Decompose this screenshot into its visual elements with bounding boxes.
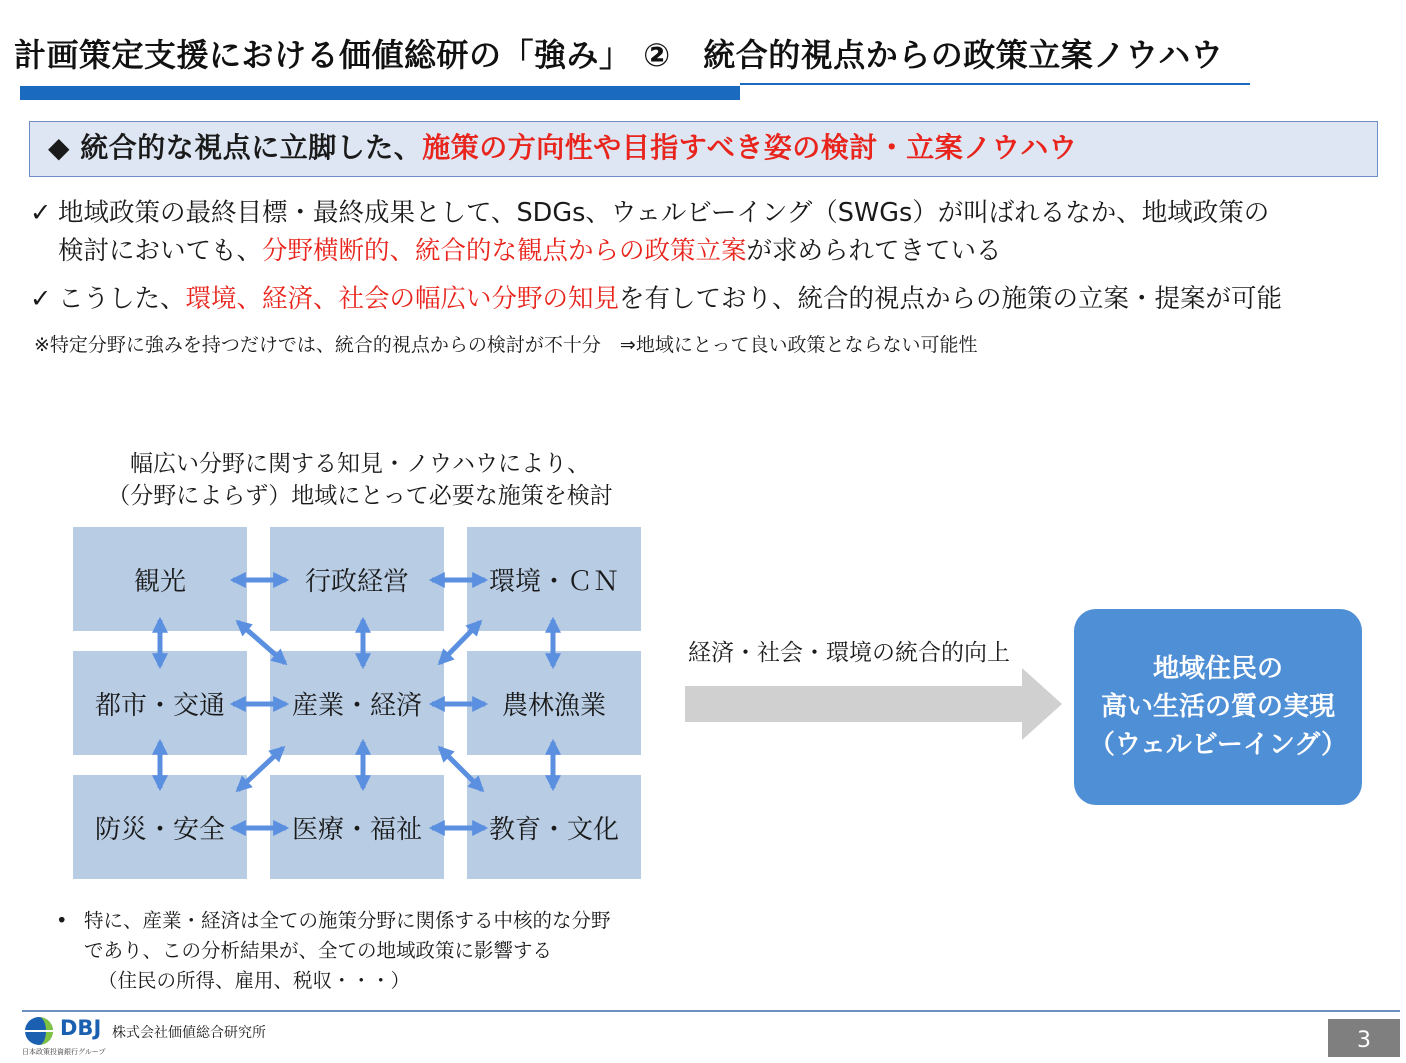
bullet-2-text-1: こうした、 [58, 284, 186, 314]
flow-label: 経済・社会・環境の統合的向上 [688, 640, 1010, 666]
core-note-line-1: 特に、産業・経済は全ての施策分野に関係する中核的な分野 [84, 909, 611, 932]
headline-emphasis: 施策の方向性や目指すべき姿の検討・立案ノウハウ [422, 131, 1078, 164]
bullet-2-text-2: を有しており、統合的視点からの施策の立案・提案が可能 [619, 284, 1283, 314]
result-line-2: 高い生活の質の実現 [1100, 692, 1335, 722]
headline-prefix: ◆ 統合的な視点に立脚した、 [48, 131, 423, 164]
core-note-line-3: （住民の所得、雇用、税収・・・） [98, 969, 411, 992]
bullet-dot: • [56, 909, 68, 932]
cell-urban-transport: 都市・交通 [73, 651, 247, 755]
arrow-d-2 [440, 622, 480, 663]
cell-disaster-safety: 防災・安全 [73, 775, 247, 879]
core-note-line-2: であり、この分析結果が、全ての地域政策に影響する [84, 939, 553, 962]
diagram-caption-2: （分野によらず）地域にとって必要な施策を検討 [107, 483, 613, 509]
note-text: ※特定分野に強みを持つだけでは、統合的視点からの検討が不十分 ⇒地域にとって良い政策とならない可能性 [34, 334, 978, 356]
logo-text: DBJ [60, 1016, 102, 1040]
result-line-1: 地域住民の [1152, 654, 1283, 684]
dbj-logo-icon [24, 1016, 54, 1046]
result-box [1074, 609, 1362, 805]
arrow-d-1 [238, 622, 285, 663]
check-icon: ✓ [30, 284, 52, 314]
cell-education-culture: 教育・文化 [467, 775, 641, 879]
cell-industry-economy: 産業・経済 [270, 651, 444, 755]
bullet-1-text-2: 検討においても、 [58, 236, 263, 266]
footer-divider [22, 1010, 1400, 1012]
arrow-d-3 [238, 748, 283, 790]
bullet-1-emphasis: 分野横断的、統合的な観点からの政策立案 [262, 236, 747, 266]
diagram-caption-1: 幅広い分野に関する知見・ノウハウにより、 [130, 451, 590, 477]
arrow-d-4 [440, 748, 482, 790]
bullet-2-emphasis: 環境、経済、社会の幅広い分野の知見 [185, 284, 620, 314]
page-title: 計画策定支援における価値総研の「強み」 ② 統合的視点からの政策立案ノウハウ [14, 36, 1224, 74]
cell-agriculture: 農林漁業 [467, 651, 641, 755]
logo-subtext: 日本政策投資銀行グループ [22, 1048, 106, 1056]
company-name: 株式会社価値総合研究所 [112, 1025, 266, 1041]
flow-arrow [685, 668, 1062, 740]
bullet-1-text-3: が求められてきている [746, 236, 1002, 266]
cell-medical-welfare: 医療・福祉 [270, 775, 444, 879]
result-line-3: （ウェルビーイング） [1088, 730, 1348, 760]
bullet-1-text-1: 地域政策の最終目標・最終成果として、SDGs、ウェルビーイング（SWGs）が叫ばれるなか、地域政策の [58, 198, 1270, 228]
page-number: 3 [1328, 1019, 1400, 1057]
core-note [56, 906, 611, 996]
cell-tourism: 観光 [73, 527, 247, 631]
cell-environment: 環境・ＣＮ [467, 527, 641, 631]
check-icon: ✓ [30, 198, 52, 228]
cell-administration: 行政経営 [270, 527, 444, 631]
